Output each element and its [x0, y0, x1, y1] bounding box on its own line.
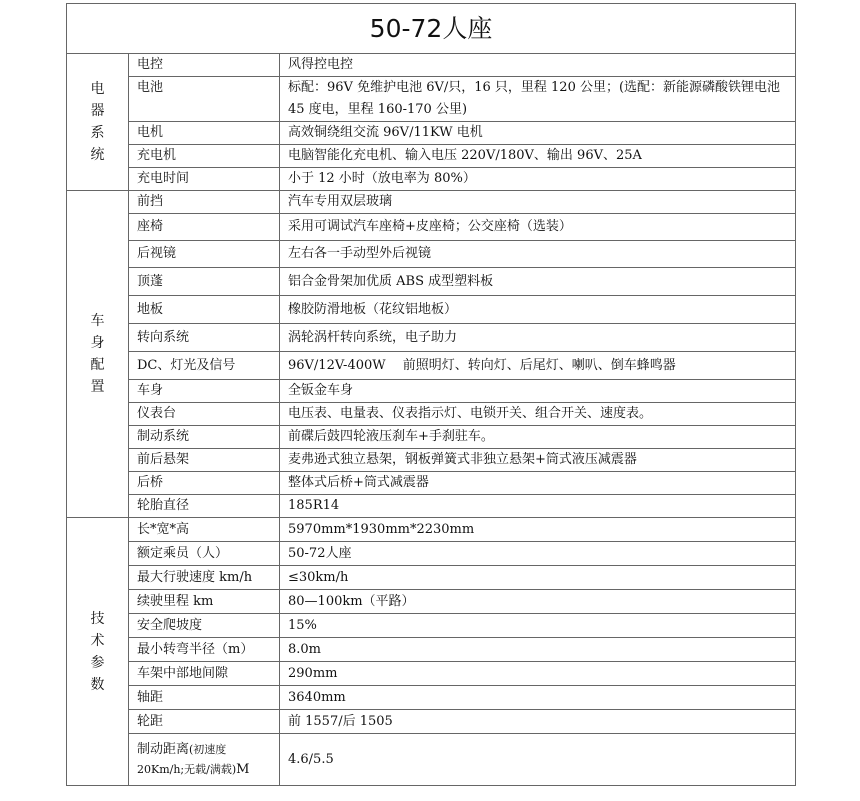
- table-row: [67, 324, 796, 352]
- row-value: 185R14: [280, 495, 796, 518]
- table-row: [67, 518, 796, 542]
- row-value: 汽车专用双层玻璃: [280, 191, 796, 214]
- table-row: [67, 638, 796, 662]
- table-row: [67, 472, 796, 495]
- row-value: 风得控电控: [280, 54, 796, 77]
- table-row: [67, 614, 796, 638]
- table-row: [67, 77, 796, 122]
- row-label: 最大行驶速度 km/h: [129, 566, 280, 590]
- row-value: 前 1557/后 1505: [280, 710, 796, 734]
- table-row: [67, 296, 796, 324]
- row-label: 充电机: [129, 145, 280, 168]
- table-row: [67, 710, 796, 734]
- row-label: 后桥: [129, 472, 280, 495]
- row-label: 充电时间: [129, 168, 280, 191]
- row-label: DC、灯光及信号: [129, 352, 280, 380]
- row-value: 3640mm: [280, 686, 796, 710]
- row-label: 轮胎直径: [129, 495, 280, 518]
- section-label-body: 车身配置: [67, 191, 129, 518]
- row-value: 5970mm*1930mm*2230mm: [280, 518, 796, 542]
- row-label: 仪表台: [129, 403, 280, 426]
- row-value: 整体式后桥+筒式减震器: [280, 472, 796, 495]
- braking-label-unit: M: [236, 761, 250, 777]
- row-label: 座椅: [129, 214, 280, 241]
- table-row: [67, 168, 796, 191]
- section-label-tech: 技术参数: [67, 518, 129, 786]
- row-label: 额定乘员（人）: [129, 542, 280, 566]
- row-label: 车架中部地间隙: [129, 662, 280, 686]
- row-label: 地板: [129, 296, 280, 324]
- row-value: 290mm: [280, 662, 796, 686]
- row-label: 续驶里程 km: [129, 590, 280, 614]
- table-row: [67, 241, 796, 268]
- table-row: [67, 734, 796, 786]
- row-label: 顶蓬: [129, 268, 280, 296]
- row-label: 后视镜: [129, 241, 280, 268]
- row-label: 安全爬坡度: [129, 614, 280, 638]
- row-value: 80—100km（平路）: [280, 590, 796, 614]
- row-value: 电脑智能化充电机、输入电压 220V/180V、输出 96V、25A: [280, 145, 796, 168]
- row-label: 制动系统: [129, 426, 280, 449]
- row-label: 电控: [129, 54, 280, 77]
- row-value: 标配：96V 免维护电池 6V/只，16 只，里程 120 公里；(选配：新能源磷酸铁锂电池 45 度电，里程 160-170 公里): [280, 77, 796, 122]
- row-value: 采用可调试汽车座椅+皮座椅；公交座椅（选装）: [280, 214, 796, 241]
- row-value: 前碟后鼓四轮液压刹车+手刹驻车。: [280, 426, 796, 449]
- row-value: 涡轮涡杆转向系统，电子助力: [280, 324, 796, 352]
- braking-label-main: 制动距离: [137, 741, 190, 757]
- row-label: 长*宽*高: [129, 518, 280, 542]
- section-label-electrical: 电器系统: [67, 54, 129, 191]
- table-row: [67, 352, 796, 380]
- table-row: [67, 590, 796, 614]
- table-row: [67, 403, 796, 426]
- table-row: [67, 380, 796, 403]
- row-value: 电压表、电量表、仪表指示灯、电锁开关、组合开关、速度表。: [280, 403, 796, 426]
- row-label-braking: [129, 734, 280, 786]
- row-value: 小于 12 小时（放电率为 80%）: [280, 168, 796, 191]
- table-row: [67, 495, 796, 518]
- table-row: [67, 662, 796, 686]
- row-value: 96V/12V-400W 前照明灯、转向灯、后尾灯、喇叭、倒车蜂鸣器: [280, 352, 796, 380]
- row-label: 车身: [129, 380, 280, 403]
- row-value: 15%: [280, 614, 796, 638]
- row-value: 全钣金车身: [280, 380, 796, 403]
- table-title: 50-72人座: [67, 4, 796, 54]
- row-label: 前后悬架: [129, 449, 280, 472]
- row-value: ≤30km/h: [280, 566, 796, 590]
- table-row: [67, 449, 796, 472]
- row-value: 麦弗逊式独立悬架，钢板弹簧式非独立悬架+筒式液压减震器: [280, 449, 796, 472]
- row-value: 4.6/5.5: [280, 734, 796, 786]
- row-label: 前挡: [129, 191, 280, 214]
- table-row: [67, 214, 796, 241]
- table-row: [67, 542, 796, 566]
- table-row: [67, 686, 796, 710]
- table-row: [67, 268, 796, 296]
- row-label: 电池: [129, 77, 280, 122]
- table-row: [67, 426, 796, 449]
- row-value: 高效铜绕组交流 96V/11KW 电机: [280, 122, 796, 145]
- table-row: [67, 566, 796, 590]
- spec-table: [66, 3, 796, 786]
- row-label: 电机: [129, 122, 280, 145]
- table-row: [67, 54, 796, 77]
- row-label: 轴距: [129, 686, 280, 710]
- table-row: [67, 145, 796, 168]
- row-label: 轮距: [129, 710, 280, 734]
- row-value: 50-72人座: [280, 542, 796, 566]
- row-label: 转向系统: [129, 324, 280, 352]
- row-label: 最小转弯半径（m）: [129, 638, 280, 662]
- row-value: 铝合金骨架加优质 ABS 成型塑料板: [280, 268, 796, 296]
- row-value: 8.0m: [280, 638, 796, 662]
- table-row: [67, 122, 796, 145]
- braking-label-note: (初速度 20Km/h;无载/满载): [137, 742, 237, 776]
- row-value: 橡胶防滑地板（花纹铝地板）: [280, 296, 796, 324]
- title-row: [67, 4, 796, 54]
- row-value: 左右各一手动型外后视镜: [280, 241, 796, 268]
- table-row: [67, 191, 796, 214]
